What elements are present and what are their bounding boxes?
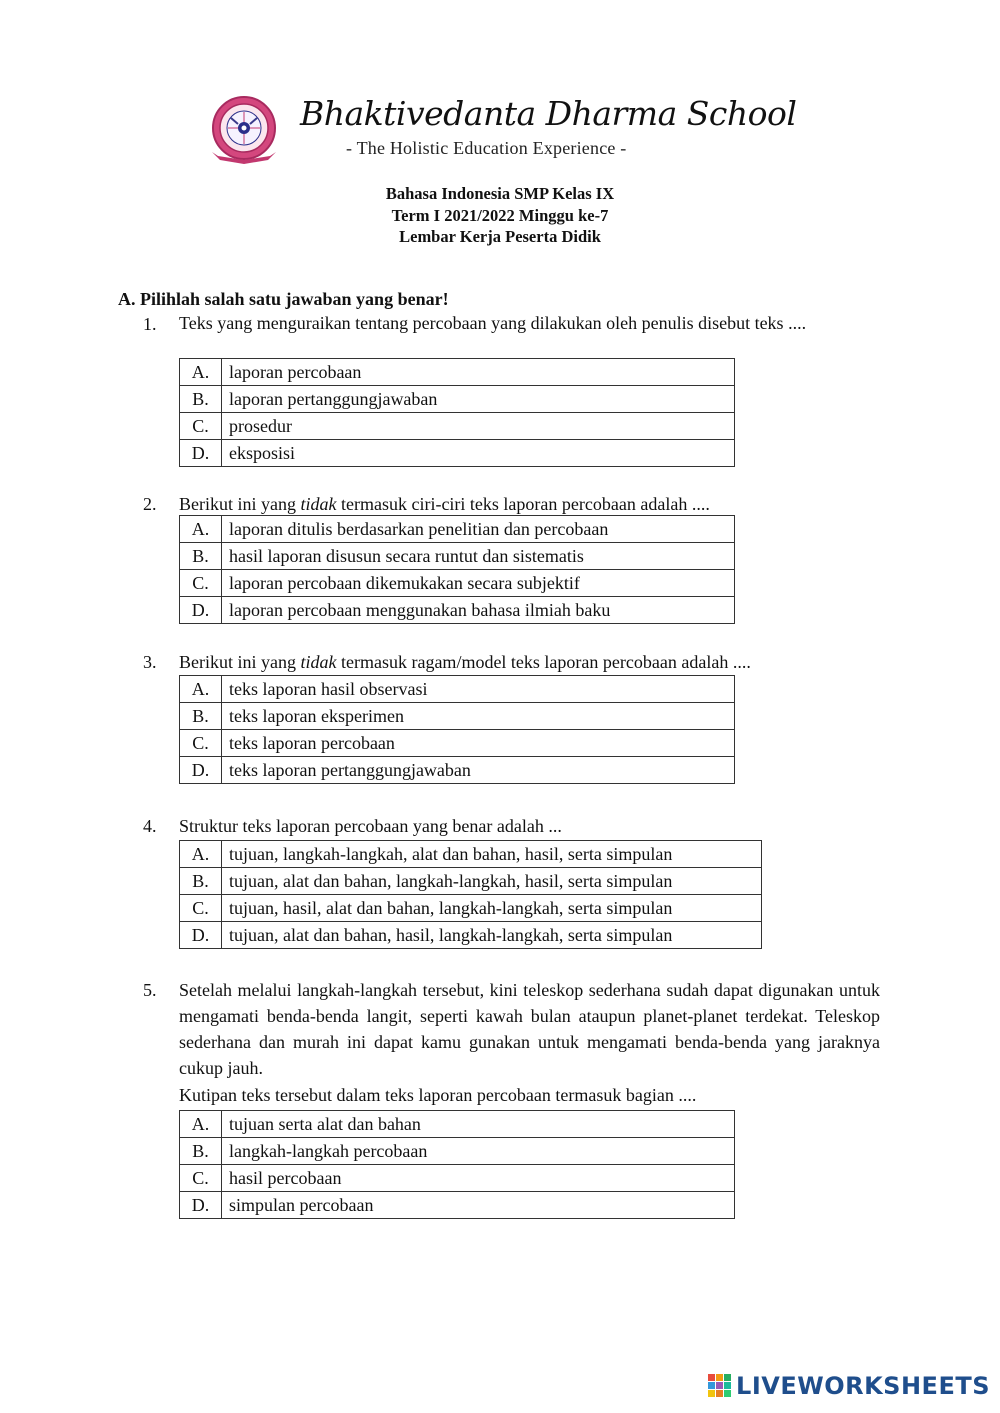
question-text	[179, 491, 880, 517]
option-text: laporan percobaan dikemukakan secara subjektif	[222, 570, 735, 597]
question-number: 4.	[143, 816, 157, 836]
school-name: Bhaktivedanta Dharma School	[300, 94, 797, 133]
question-text-part: termasuk ciri-ciri teks laporan percobaan adalah ....	[336, 494, 710, 514]
option-letter: D.	[180, 757, 222, 784]
question-text-emphasis: tidak	[300, 652, 337, 672]
section-heading: A. Pilihlah salah satu jawaban yang benar!	[118, 289, 449, 309]
option-letter: C.	[180, 1165, 222, 1192]
option-row[interactable]	[180, 730, 735, 757]
option-letter: C.	[180, 895, 222, 922]
option-row[interactable]	[180, 597, 735, 624]
option-letter: D.	[180, 1192, 222, 1219]
option-row[interactable]	[180, 516, 735, 543]
title-term: Term I 2021/2022 Minggu ke-7	[391, 205, 609, 225]
options-table	[179, 358, 735, 467]
option-text: teks laporan eksperimen	[222, 703, 735, 730]
option-text: tujuan, alat dan bahan, langkah-langkah, hasil, serta simpulan	[222, 868, 762, 895]
option-row[interactable]	[180, 841, 762, 868]
option-text: teks laporan percobaan	[222, 730, 735, 757]
liveworksheets-watermark	[708, 1371, 990, 1401]
option-row[interactable]	[180, 868, 762, 895]
question-text-part: Berikut ini yang	[179, 652, 301, 672]
option-row[interactable]	[180, 413, 735, 440]
option-text: tujuan serta alat dan bahan	[222, 1111, 735, 1138]
question-text-emphasis: tidak	[300, 494, 337, 514]
option-text: hasil percobaan	[222, 1165, 735, 1192]
school-tagline: - The Holistic Education Experience -	[346, 138, 627, 158]
question-text-part: termasuk ragam/model teks laporan percobaan adalah ....	[336, 652, 751, 672]
options-table	[179, 515, 735, 624]
option-letter: C.	[180, 730, 222, 757]
option-row[interactable]	[180, 543, 735, 570]
option-row[interactable]	[180, 1165, 735, 1192]
option-text: laporan ditulis berdasarkan penelitian dan percobaan	[222, 516, 735, 543]
question-number: 1.	[143, 314, 157, 334]
option-text: laporan pertanggungjawaban	[222, 386, 735, 413]
options-table	[179, 1110, 735, 1219]
option-letter: B.	[180, 1138, 222, 1165]
option-text: langkah-langkah percobaan	[222, 1138, 735, 1165]
option-letter: C.	[180, 570, 222, 597]
question-text: Teks yang menguraikan tentang percobaan yang dilakukan oleh penulis disebut teks ....	[179, 313, 807, 333]
title-worksheet: Lembar Kerja Peserta Didik	[399, 227, 601, 246]
option-text: hasil laporan disusun secara runtut dan sistematis	[222, 543, 735, 570]
option-text: tujuan, langkah-langkah, alat dan bahan, hasil, serta simpulan	[222, 841, 762, 868]
option-letter: A.	[180, 841, 222, 868]
option-text: teks laporan pertanggungjawaban	[222, 757, 735, 784]
option-row[interactable]	[180, 895, 762, 922]
question-number: 3.	[143, 652, 157, 672]
question-text	[179, 649, 880, 675]
option-row[interactable]	[180, 1138, 735, 1165]
option-letter: B.	[180, 543, 222, 570]
option-letter: C.	[180, 413, 222, 440]
option-row[interactable]	[180, 676, 735, 703]
option-letter: B.	[180, 703, 222, 730]
option-row[interactable]	[180, 757, 735, 784]
option-text: tujuan, alat dan bahan, hasil, langkah-langkah, serta simpulan	[222, 922, 762, 949]
option-letter: B.	[180, 386, 222, 413]
option-row[interactable]	[180, 1111, 735, 1138]
option-text: laporan percobaan menggunakan bahasa ilmiah baku	[222, 597, 735, 624]
option-letter: A.	[180, 359, 222, 386]
question-number: 5.	[143, 980, 157, 1000]
option-text: laporan percobaan	[222, 359, 735, 386]
question-number: 2.	[143, 494, 157, 514]
option-text: simpulan percobaan	[222, 1192, 735, 1219]
option-text: tujuan, hasil, alat dan bahan, langkah-langkah, serta simpulan	[222, 895, 762, 922]
option-letter: D.	[180, 922, 222, 949]
question-prompt: Kutipan teks tersebut dalam teks laporan percobaan termasuk bagian ....	[179, 1085, 697, 1105]
option-text: eksposisi	[222, 440, 735, 467]
question-text: Struktur teks laporan percobaan yang benar adalah ...	[179, 816, 562, 836]
option-row[interactable]	[180, 922, 762, 949]
worksheet-titles	[0, 183, 1000, 248]
option-row[interactable]	[180, 570, 735, 597]
option-letter: A.	[180, 676, 222, 703]
option-letter: A.	[180, 516, 222, 543]
option-letter: D.	[180, 440, 222, 467]
option-row[interactable]	[180, 359, 735, 386]
option-row[interactable]	[180, 440, 735, 467]
liveworksheets-brand: LIVEWORKSHEETS	[736, 1372, 990, 1400]
options-table	[179, 675, 735, 784]
option-row[interactable]	[180, 1192, 735, 1219]
question-passage: Setelah melalui langkah-langkah tersebut, kini teleskop sederhana sudah dapat digunakan untuk mengamati benda-benda langit, seperti kawah bulan ataupun planet-planet terdekat. Teleskop sederhana dan murah ini dapat kamu gunakan untuk mengamati benda-benda yang jaraknya cukup jauh.	[179, 980, 880, 1078]
option-row[interactable]	[180, 703, 735, 730]
options-table	[179, 840, 762, 949]
option-letter: D.	[180, 597, 222, 624]
question-text-part: Berikut ini yang	[179, 494, 301, 514]
option-letter: A.	[180, 1111, 222, 1138]
option-letter: B.	[180, 868, 222, 895]
school-logo-icon	[208, 94, 280, 170]
option-text: teks laporan hasil observasi	[222, 676, 735, 703]
school-header	[0, 88, 1000, 178]
option-text: prosedur	[222, 413, 735, 440]
title-subject: Bahasa Indonesia SMP Kelas IX	[385, 184, 615, 203]
option-row[interactable]	[180, 386, 735, 413]
liveworksheets-logo-icon	[708, 1374, 732, 1398]
